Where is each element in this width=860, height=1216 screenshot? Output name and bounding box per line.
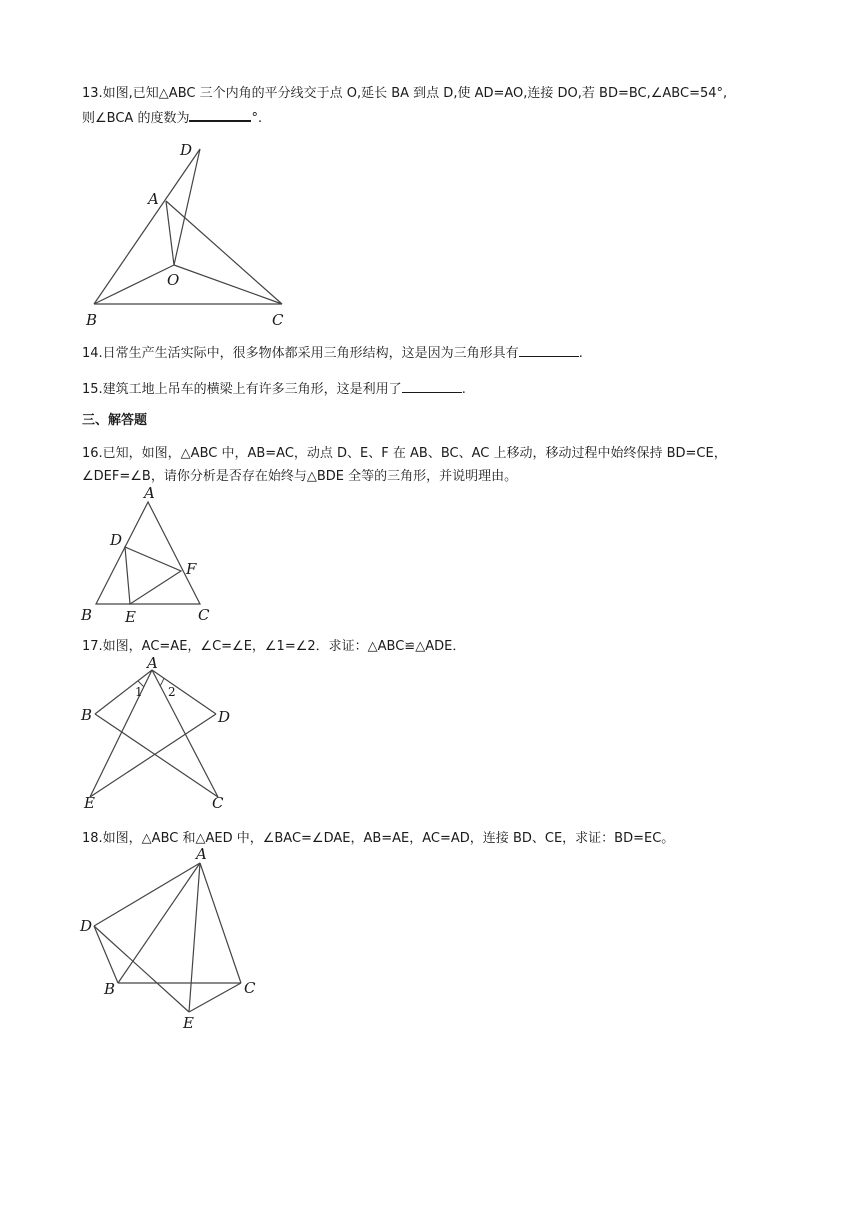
q16-text: 16.已知，如图，△ABC 中，AB=AC，动点 D、E、F 在 AB、BC、AC 上移动，移动过程中始终保持 BD=CE， bbox=[82, 446, 727, 461]
q17-segment-ac bbox=[152, 670, 218, 797]
q18-segment-ac bbox=[200, 863, 241, 983]
q16-label-d: D bbox=[110, 531, 123, 549]
q18-label-e: E bbox=[183, 1014, 194, 1032]
q18-segment-ad bbox=[94, 863, 200, 926]
q16-label-a: A bbox=[144, 484, 155, 502]
q14-text-line bbox=[82, 343, 583, 363]
q13-label-b: B bbox=[86, 311, 98, 329]
q13-label-a: A bbox=[148, 190, 159, 208]
q16-figure bbox=[78, 484, 228, 629]
q18-label-d: D bbox=[80, 917, 93, 935]
q15-text-suffix: . bbox=[461, 382, 466, 397]
q13-segment-ao bbox=[166, 201, 174, 265]
q18-segment-bd bbox=[94, 926, 118, 983]
q17-label-b: B bbox=[81, 706, 93, 724]
q17-label-angle-2: 2 bbox=[168, 685, 176, 699]
section-heading: 三、解答题 bbox=[82, 413, 148, 428]
q17-segment-bc bbox=[95, 714, 218, 797]
q18-text: 18.如图，△ABC 和△AED 中，∠BAC=∠DAE，AB=AE，AC=AD，连接 BD、CE，求证：BD=EC。 bbox=[82, 831, 675, 846]
q16-label-b: B bbox=[81, 606, 93, 624]
q17-text: 17.如图，AC=AE，∠C=∠E，∠1=∠2．求证：△ABC≌△ADE． bbox=[82, 639, 466, 654]
q17-segment-ae bbox=[90, 670, 152, 797]
q13-segment-do bbox=[174, 149, 200, 265]
q14-text-suffix: . bbox=[578, 346, 583, 361]
q14-answer-blank[interactable] bbox=[519, 343, 579, 357]
q13-answer-blank[interactable] bbox=[189, 107, 251, 122]
q13-text-line2 bbox=[82, 107, 262, 128]
q13-label-c: C bbox=[272, 311, 284, 329]
q17-figure bbox=[78, 654, 238, 814]
q13-text: 13.如图,已知△ABC 三个内角的平分线交于点 O,延长 BA 到点 D,使 AD=AO,连接 DO,若 BD=BC,∠ABC=54°, bbox=[82, 86, 728, 101]
q16-label-e: E bbox=[125, 608, 136, 626]
q15-answer-blank[interactable] bbox=[402, 379, 462, 393]
q13-text-prefix: 则∠BCA 的度数为 bbox=[82, 111, 190, 126]
q17-label-d: D bbox=[218, 708, 231, 726]
q18-segment-ae bbox=[189, 863, 200, 1012]
q13-label-o: O bbox=[167, 271, 180, 289]
q13-figure bbox=[80, 135, 300, 330]
q17-angle-arc-2 bbox=[160, 678, 164, 686]
q17-label-a: A bbox=[147, 654, 158, 672]
q13-segment-oc bbox=[174, 265, 282, 304]
q18-segment-de bbox=[94, 926, 189, 1012]
q16-triangle-def bbox=[125, 547, 181, 604]
q15-text: 15.建筑工地上吊车的横梁上有许多三角形，这是利用了 bbox=[82, 382, 402, 397]
q17-segment-ab bbox=[95, 670, 152, 714]
q16-text-line1 bbox=[82, 445, 727, 463]
q18-segment-ab bbox=[118, 863, 200, 983]
q17-label-e: E bbox=[84, 794, 95, 812]
q13-segment-bo bbox=[94, 265, 174, 304]
q13-text-suffix: °. bbox=[251, 111, 263, 126]
q16-label-f: F bbox=[186, 560, 197, 578]
q13-segment-ac bbox=[166, 201, 282, 304]
q13-segment-bd bbox=[94, 149, 200, 304]
q18-figure bbox=[78, 846, 268, 1036]
q17-label-c: C bbox=[212, 794, 224, 812]
q18-label-a: A bbox=[196, 845, 207, 863]
q16-triangle-abc bbox=[96, 502, 200, 604]
q14-text: 14.日常生产生活实际中，很多物体都采用三角形结构，这是因为三角形具有 bbox=[82, 346, 519, 361]
q17-label-angle-1: 1 bbox=[135, 685, 143, 699]
q13-label-d: D bbox=[180, 141, 193, 159]
q17-segment-ad bbox=[152, 670, 216, 714]
q18-label-b: B bbox=[104, 980, 116, 998]
q18-segment-ec bbox=[189, 983, 241, 1012]
q16-text-cont: ∠DEF=∠B，请你分析是否存在始终与△BDE 全等的三角形，并说明理由。 bbox=[82, 469, 518, 484]
q16-label-c: C bbox=[198, 606, 210, 624]
q13-text-line1 bbox=[82, 85, 727, 103]
q18-label-c: C bbox=[244, 979, 256, 997]
q15-text-line bbox=[82, 379, 466, 399]
